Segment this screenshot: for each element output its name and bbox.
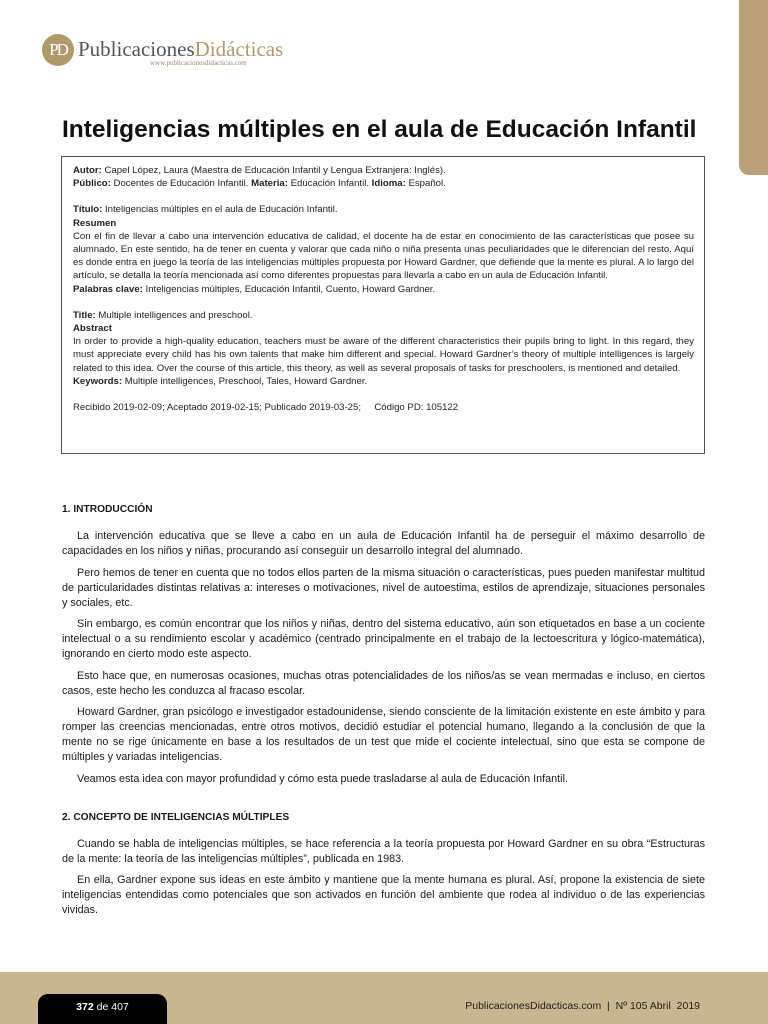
english-keywords-value: Multiple intelligences, Preschool, Tales, Howard Gardner.	[124, 375, 368, 387]
section-2-heading: 2. CONCEPTO DE INTELIGENCIAS MÚLTIPLES	[62, 811, 290, 823]
page-total: de 407	[96, 1001, 129, 1013]
english-keywords-line	[73, 375, 694, 388]
english-title-value: Multiple intelligences and preschool.	[98, 309, 253, 321]
spanish-keywords-value: Inteligencias múltiples, Educación Infantil, Cuento, Howard Gardner.	[145, 283, 436, 295]
publication-dates: Recibido 2019-02-09; Aceptado 2019-02-15; Publicado 2019-03-25; Código PD: 105122	[73, 402, 459, 414]
logo-url: www.publicacionesdidacticas.com	[150, 59, 247, 67]
author-value: Capel López, Laura (Maestra de Educación Infantil y Lengua Extranjera: Inglés).	[104, 165, 446, 176]
paragraph: Howard Gardner, gran psicólogo e investigador estadounidense, siendo consciente de la limitación existente en este ámbito y para romper las creencias mencionadas, entre otros motivos, decidió estudiar el potencial humano, llegando a la conclusión de que la mente no se rige únicamente en base a los resultados de un test que mide el cociente intelectual, sino que esta se compone de múltiples y variadas inteligencias.	[62, 706, 705, 763]
page-current: 372	[76, 1001, 94, 1013]
page-number-tab	[38, 994, 167, 1024]
spanish-title-label: Título:	[73, 204, 103, 216]
subject-value: Educación Infantil.	[290, 178, 369, 190]
english-title-label: Title:	[73, 309, 96, 321]
english-title-line	[73, 309, 694, 322]
english-keywords-label: Keywords:	[73, 375, 123, 387]
resumen-heading: Resumen	[73, 217, 117, 229]
issue-info: PublicacionesDidacticas.com | Nº 105 Abril 2019	[465, 1000, 700, 1012]
abstract-text: In order to provide a high-quality education, teachers must be aware of the different characteristics their pupils bring to light. In this regard, they must appreciate every child has his own talents that make him different and special. Howard Gardner’s theory of multiple intelligences is largely related to this idea. Over the course of this article, this theory, as well as several proposals of tasks for preschoolers, is mentioned and detailed.	[73, 336, 694, 374]
audience-value: Docentes de Educación Infantil.	[113, 178, 249, 190]
article-body	[62, 502, 705, 925]
article-title: Inteligencias múltiples en el aula de Educación Infantil	[62, 116, 697, 143]
spanish-keywords-label: Palabras clave:	[73, 283, 143, 295]
side-tab-decoration	[739, 0, 768, 175]
spanish-title-line	[73, 203, 694, 216]
abstract-heading: Abstract	[73, 323, 112, 335]
spanish-keywords-line	[73, 283, 694, 296]
spanish-title-value: Inteligencias múltiples en el aula de Educación Infantil.	[104, 204, 338, 216]
author-line	[73, 164, 694, 177]
paragraph: En ella, Gardner expone sus ideas en este ámbito y mantiene que la mente humana es plural. Así, propone la existencia de siete inteligencias entendidas como potenciales que son activados en función del ambiente que rodea al individuo o de las experiencias vividas.	[62, 874, 705, 916]
audience-line	[73, 177, 694, 190]
paragraph: Veamos esta idea con mayor profundidad y cómo esta puede trasladarse al aula de Educación Infantil.	[77, 772, 568, 785]
section-1-heading: 1. INTRODUCCIÓN	[62, 504, 153, 515]
language-value: Español.	[408, 178, 446, 190]
audience-label: Público:	[73, 178, 111, 190]
paragraph: Cuando se habla de inteligencias múltiples, se hace referencia a la teoría propuesta por Howard Gardner en su obra “Estructuras de la mente: la teoría de las inteligencias múltiples”, publicada en 1983.	[62, 837, 705, 865]
language-label: Idioma:	[371, 178, 406, 190]
paragraph: Esto hace que, en numerosas ocasiones, muchas otras potencialidades de los niños/as se vean mermadas e incluso, en ciertos casos, este hecho les conduzca al fracaso escolar.	[62, 669, 705, 697]
logo-name-part1: Publicaciones	[78, 37, 195, 61]
abstract-box	[61, 156, 705, 454]
paragraph: Sin embargo, es común encontrar que los niños y niñas, dentro del sistema educativo, aún son etiquetados en base a un cociente intelectual o a su rendimiento escolar y académico (centrado principalmente en el trabajo de la lectoescritura y lógico-matemática), ignorando en cierto modo este aspecto.	[62, 618, 705, 660]
author-label: Autor:	[73, 165, 102, 176]
subject-label: Materia:	[251, 178, 288, 190]
logo-name-part2: Didácticas	[194, 37, 284, 61]
paragraph: Pero hemos de tener en cuenta que no todos ellos parten de la misma situación o características, pues pueden manifestar multitud de particularidades distintas relativas a: intereses o motivaciones, nivel de autoestima, estilos de aprendizaje, situaciones personales y sociales, etc.	[62, 566, 705, 609]
resumen-text: Con el fin de llevar a cabo una intervención educativa de calidad, el docente ha de estar en conocimiento de las características que posee su alumnado. En este sentido, ha de tener en cuenta y valorar que cada niño o niña presenta unas peculiaridades que le diferencian del resto. Aquí es donde entra en juego la teoría de las inteligencias múltiples propuesta por Howard Gardner, que defiende que la mente es plural. A lo largo del artículo, se detalla la teoría mencionada así como diferentes propuestas para llevarla a cabo en un aula de Educación Infantil.	[73, 230, 694, 282]
paragraph: La intervención educativa que se lleve a cabo en un aula de Educación Infantil ha de perseguir el máximo desarrollo de capacidades en los niños y niñas, procurando así conseguir un desarrollo integral del alumnado.	[62, 530, 705, 557]
logo-mark-icon: PD	[42, 34, 74, 66]
